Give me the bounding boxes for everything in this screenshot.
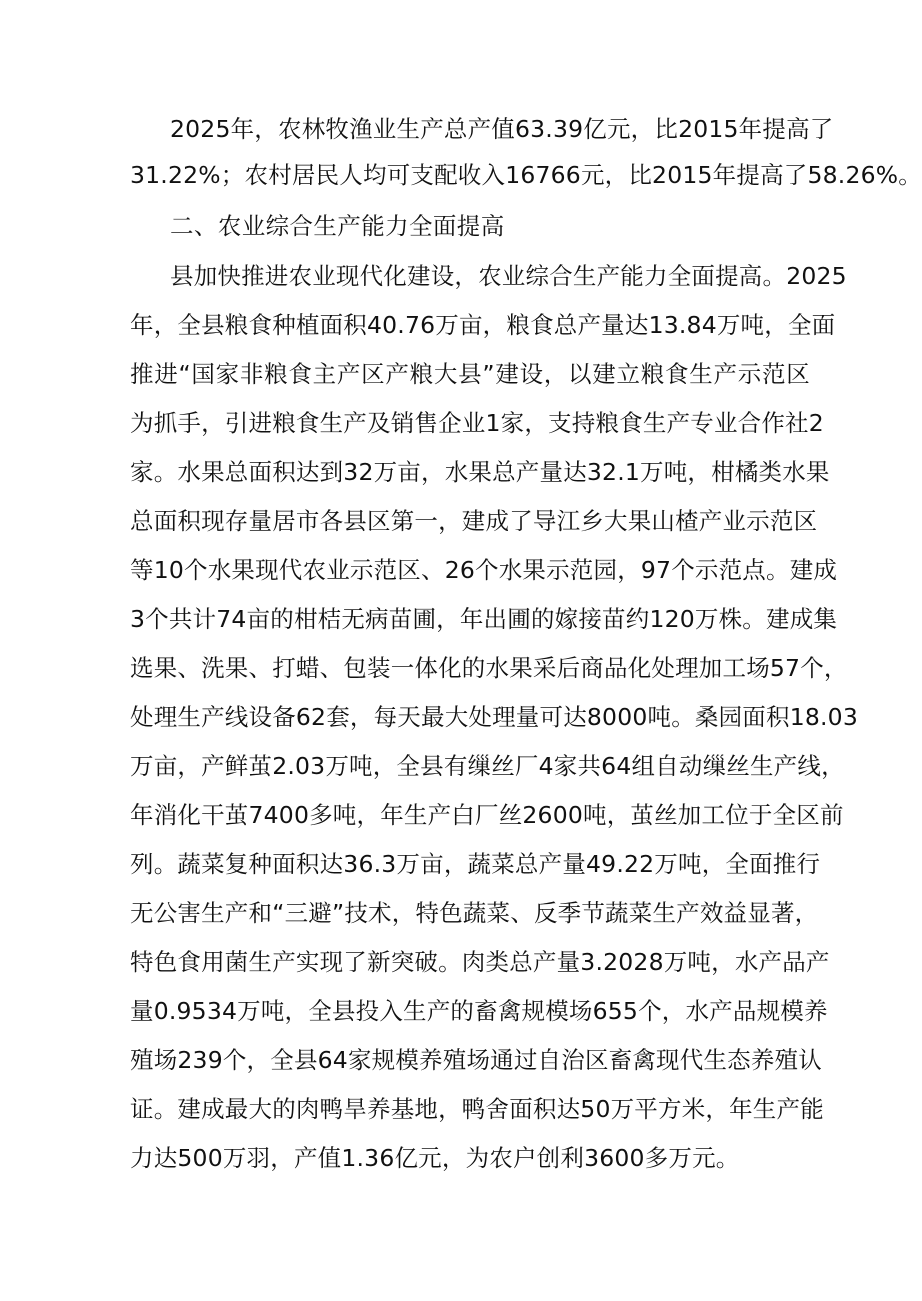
paragraph-2-line-7: 等10个水果现代农业示范区、26个水果示范园，97个示范点。建成 — [130, 556, 838, 584]
paragraph-2-line-11: 万亩，产鲜茧2.03万吨，全县有缫丝厂4家共64组自动缫丝生产线， — [130, 752, 845, 780]
paragraph-2-line-17: 殖场239个，全县64家规模养殖场通过自治区畜禽现代生态养殖认 — [130, 1046, 822, 1074]
paragraph-2-line-10: 处理生产线设备62套，每天最大处理量可达8000吨。桑园面积18.03 — [130, 703, 858, 731]
paragraph-2-line-18: 证。建成最大的肉鸭旱养基地，鸭舍面积达50万平方米，年生产能 — [130, 1095, 824, 1123]
paragraph-2-line-5: 家。水果总面积达到32万亩，水果总产量达32.1万吨，柑橘类水果 — [130, 458, 830, 486]
paragraph-2-line-19: 力达500万羽，产值1.36亿元，为农户创利3600多万元。 — [130, 1144, 740, 1172]
paragraph-2-line-14: 无公害生产和“三避”技术，特色蔬菜、反季节蔬菜生产效益显著， — [130, 899, 819, 927]
paragraph-2-line-2: 年，全县粮食种植面积40.76万亩，粮食总产量达13.84万吨，全面 — [130, 311, 836, 339]
paragraph-1-line-2: 31.22%；农村居民人均可支配收入16766元，比2015年提高了58.26%。 — [130, 161, 922, 189]
paragraph-2-line-4: 为抓手，引进粮食生产及销售企业1家，支持粮食生产专业合作社2 — [130, 409, 824, 437]
paragraph-2-line-6: 总面积现存量居市各县区第一，建成了导江乡大果山楂产业示范区 — [130, 507, 818, 535]
paragraph-1-line-1: 2025年，农林牧渔业生产总产值63.39亿元，比2015年提高了 — [170, 115, 834, 143]
paragraph-2-line-15: 特色食用菌生产实现了新突破。肉类总产量3.2028万吨，水产品产 — [130, 948, 830, 976]
paragraph-2-line-16: 量0.9534万吨，全县投入生产的畜禽规模场655个，水产品规模养 — [130, 997, 828, 1025]
paragraph-2-line-1: 县加快推进农业现代化建设，农业综合生产能力全面提高。2025 — [170, 262, 847, 290]
paragraph-2-line-8: 3个共计74亩的柑桔无病苗圃，年出圃的嫁接苗约120万株。建成集 — [130, 605, 838, 633]
paragraph-2-line-12: 年消化干茧7400多吨，年生产白厂丝2600吨，茧丝加工位于全区前 — [130, 801, 844, 829]
paragraph-2-line-3: 推进“国家非粮食主产区产粮大县”建设，以建立粮食生产示范区 — [130, 360, 810, 388]
paragraph-2-line-13: 列。蔬菜复种面积达36.3万亩，蔬菜总产量49.22万吨，全面推行 — [130, 850, 821, 878]
section-heading: 二、农业综合生产能力全面提高 — [170, 212, 505, 240]
paragraph-2-line-9: 选果、洗果、打蜡、包装一体化的水果采后商品化处理加工场57个， — [130, 654, 848, 682]
